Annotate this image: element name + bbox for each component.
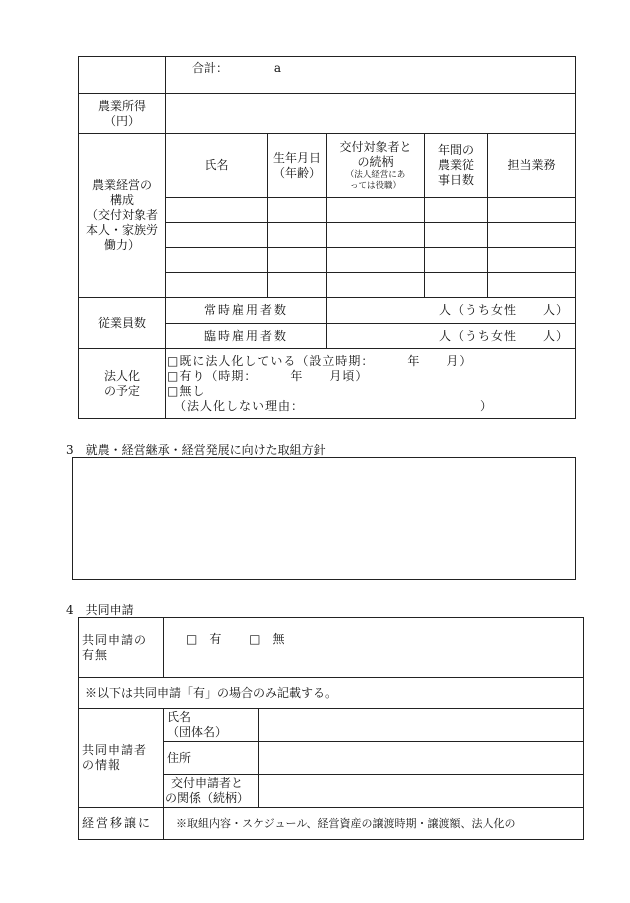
total-cell[interactable] — [166, 57, 576, 94]
joint-address-label: 住所 — [164, 742, 259, 775]
duty-header: 担当業務 — [488, 134, 576, 198]
section-4-heading: 4 共同申請 — [66, 603, 134, 617]
duty-cell[interactable] — [488, 248, 576, 273]
farm-income-label: 農業所得 （円） — [79, 94, 166, 134]
section-3-heading: 3 就農・経営継承・経営発展に向けた取組方針 — [66, 443, 326, 457]
incorporation-label: 法人化 の予定 — [79, 349, 166, 419]
plan-no-checkbox[interactable]: □無し — [167, 383, 206, 398]
name-cell[interactable] — [166, 273, 268, 298]
relation-cell[interactable] — [327, 248, 425, 273]
birth-cell[interactable] — [268, 273, 327, 298]
plan-yes-checkbox[interactable]: □有り（時期： 年 月頃） — [167, 368, 369, 383]
joint-name-label: 氏名 （団体名） — [164, 709, 259, 742]
days-cell[interactable] — [425, 223, 488, 248]
duty-cell[interactable] — [488, 273, 576, 298]
days-cell[interactable] — [425, 198, 488, 223]
farm-management-table — [78, 56, 576, 419]
incorporation-options[interactable] — [166, 349, 576, 419]
joint-name-value[interactable] — [259, 709, 584, 742]
name-cell[interactable] — [166, 198, 268, 223]
total-label-cell — [79, 57, 166, 94]
relation-cell[interactable] — [327, 198, 425, 223]
work-days-header: 年間の 農業従 事日数 — [425, 134, 488, 198]
transfer-note[interactable]: ※取組内容・スケジュール、経営資産の譲渡時期・譲渡額、法人化の — [164, 808, 584, 840]
total-value: a — [273, 61, 281, 75]
name-cell[interactable] — [166, 248, 268, 273]
birth-header: 生年月日 （年齢） — [268, 134, 327, 198]
farm-income-value[interactable] — [166, 94, 576, 134]
birth-cell[interactable] — [268, 198, 327, 223]
joint-no-checkbox[interactable]: □ 無 — [249, 632, 285, 646]
name-cell[interactable] — [166, 223, 268, 248]
employees-label: 従業員数 — [79, 298, 166, 349]
joint-application-table — [78, 617, 584, 840]
no-incorporation-reason: （法人化しない理由： ） — [167, 398, 494, 413]
joint-yes-checkbox[interactable]: □ 有 — [186, 632, 222, 646]
days-cell[interactable] — [425, 248, 488, 273]
duty-cell[interactable] — [488, 223, 576, 248]
relation-cell[interactable] — [327, 223, 425, 248]
joint-presence-label: 共同申請の 有無 — [79, 618, 164, 678]
policy-textarea[interactable] — [72, 457, 576, 580]
birth-cell[interactable] — [268, 248, 327, 273]
total-label: 合計： — [192, 61, 229, 75]
name-header: 氏名 — [166, 134, 268, 198]
joint-relation-label: 交付申請者と の関係（続柄） — [164, 775, 259, 808]
joint-presence-options — [164, 618, 584, 678]
relation-cell[interactable] — [327, 273, 425, 298]
joint-address-value[interactable] — [259, 742, 584, 775]
duty-cell[interactable] — [488, 198, 576, 223]
temporary-employees-value[interactable]: 人（うち女性 人） — [327, 324, 576, 349]
joint-relation-value[interactable] — [259, 775, 584, 808]
joint-note: ※以下は共同申請「有」の場合のみ記載する。 — [79, 678, 584, 709]
permanent-employees-label: 常時雇用者数 — [166, 298, 327, 324]
birth-cell[interactable] — [268, 223, 327, 248]
joint-info-label: 共同申請者 の情報 — [79, 709, 164, 808]
days-cell[interactable] — [425, 273, 488, 298]
incorporated-checkbox[interactable]: □既に法人化している（設立時期： 年 月） — [167, 353, 473, 368]
temporary-employees-label: 臨時雇用者数 — [166, 324, 327, 349]
relation-header: 交付対象者と の続柄 （法人経営にあ っては役職） — [327, 134, 425, 198]
management-structure-label: 農業経営の 構成 （交付対象者 本人・家族労 働力） — [79, 134, 166, 298]
permanent-employees-value[interactable]: 人（うち女性 人） — [327, 298, 576, 324]
transfer-label: 経営移譲に — [79, 808, 164, 840]
